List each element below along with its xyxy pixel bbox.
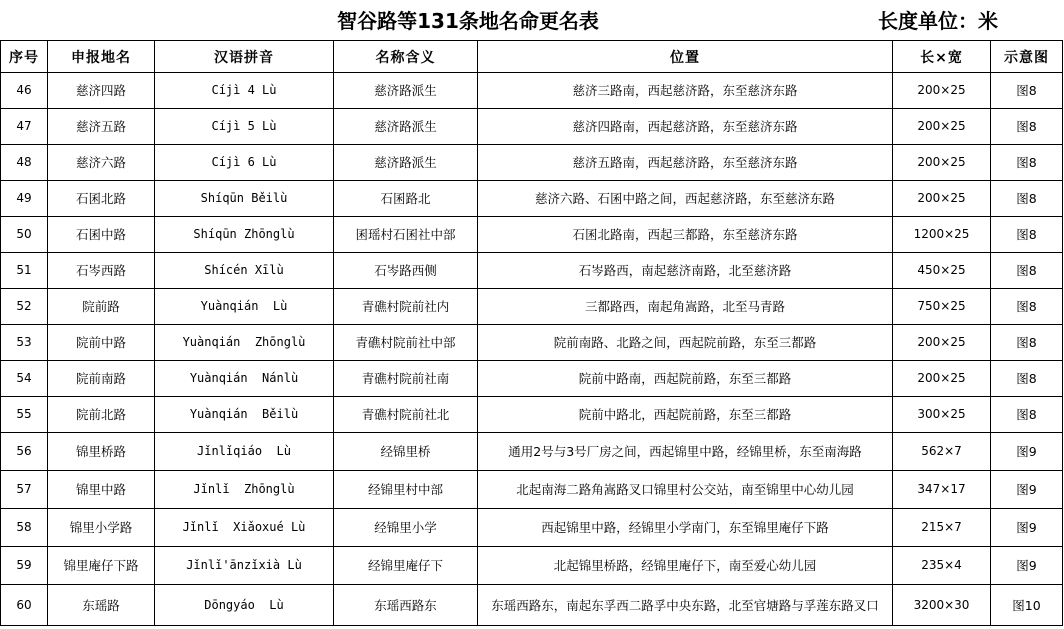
cell-size: 562×7	[893, 433, 991, 471]
cell-location: 东瑶西路东，南起东孚西二路孚中央东路，北至官塘路与孚莲东路叉口	[478, 585, 893, 626]
header-pinyin: 汉语拼音	[155, 41, 334, 73]
cell-meaning: 石囷路北	[334, 181, 478, 217]
cell-location: 通用2号与3号厂房之间，西起锦里中路，经锦里桥，东至南海路	[478, 433, 893, 471]
cell-size: 200×25	[893, 109, 991, 145]
table-row	[1, 471, 1063, 509]
table-row	[1, 289, 1063, 325]
cell-meaning: 青礁村院前社内	[334, 289, 478, 325]
unit-label: 长度单位：米	[878, 9, 998, 33]
cell-no: 47	[1, 109, 48, 145]
cell-location: 慈济四路南，西起慈济路，东至慈济东路	[478, 109, 893, 145]
cell-no: 49	[1, 181, 48, 217]
cell-meaning: 慈济路派生	[334, 109, 478, 145]
cell-meaning: 慈济路派生	[334, 145, 478, 181]
cell-map: 图8	[991, 145, 1063, 181]
header-meaning: 名称含义	[334, 41, 478, 73]
cell-location: 石岑路西，南起慈济南路，北至慈济路	[478, 253, 893, 289]
cell-location: 石囷北路南，西起三都路，东至慈济东路	[478, 217, 893, 253]
cell-meaning: 经锦里小学	[334, 509, 478, 547]
cell-map: 图8	[991, 253, 1063, 289]
cell-meaning: 石岑路西侧	[334, 253, 478, 289]
table-row	[1, 181, 1063, 217]
cell-size: 3200×30	[893, 585, 991, 626]
cell-name: 石岑西路	[48, 253, 155, 289]
cell-pinyin: Shícén Xīlù	[155, 253, 334, 289]
table-row	[1, 253, 1063, 289]
cell-size: 235×4	[893, 547, 991, 585]
cell-no: 46	[1, 73, 48, 109]
cell-size: 347×17	[893, 471, 991, 509]
cell-pinyin: Shíqūn Zhōnglù	[155, 217, 334, 253]
cell-location: 西起锦里中路，经锦里小学南门，东至锦里庵仔下路	[478, 509, 893, 547]
header-location: 位置	[478, 41, 893, 73]
header-size: 长×宽	[893, 41, 991, 73]
cell-no: 52	[1, 289, 48, 325]
cell-pinyin: Yuànqián Zhōnglù	[155, 325, 334, 361]
cell-name: 院前路	[48, 289, 155, 325]
cell-size: 200×25	[893, 361, 991, 397]
cell-location: 慈济三路南，西起慈济路，东至慈济东路	[478, 73, 893, 109]
cell-map: 图8	[991, 397, 1063, 433]
cell-location: 北起锦里桥路，经锦里庵仔下，南至爱心幼儿园	[478, 547, 893, 585]
cell-map: 图8	[991, 325, 1063, 361]
cell-no: 58	[1, 509, 48, 547]
cell-location: 慈济六路、石囷中路之间，西起慈济路，东至慈济东路	[478, 181, 893, 217]
cell-no: 60	[1, 585, 48, 626]
cell-pinyin: Jǐnlǐqiáo Lù	[155, 433, 334, 471]
cell-location: 院前中路北，西起院前路，东至三都路	[478, 397, 893, 433]
cell-location: 院前南路、北路之间，西起院前路，东至三都路	[478, 325, 893, 361]
cell-name: 东瑶路	[48, 585, 155, 626]
cell-map: 图9	[991, 471, 1063, 509]
title-bar	[0, 0, 1064, 40]
cell-size: 450×25	[893, 253, 991, 289]
cell-map: 图10	[991, 585, 1063, 626]
cell-name: 慈济六路	[48, 145, 155, 181]
renaming-table	[0, 40, 1063, 626]
table-row	[1, 433, 1063, 471]
cell-map: 图8	[991, 181, 1063, 217]
cell-pinyin: Yuànqián Nánlù	[155, 361, 334, 397]
table-row	[1, 73, 1063, 109]
cell-size: 200×25	[893, 145, 991, 181]
cell-meaning: 东瑶西路东	[334, 585, 478, 626]
cell-location: 慈济五路南，西起慈济路，东至慈济东路	[478, 145, 893, 181]
cell-pinyin: Jǐnlǐ'ānzǐxià Lù	[155, 547, 334, 585]
cell-name: 锦里中路	[48, 471, 155, 509]
table-row	[1, 361, 1063, 397]
table-row	[1, 217, 1063, 253]
cell-meaning: 囷瑶村石囷社中部	[334, 217, 478, 253]
cell-location: 院前中路南，西起院前路，东至三都路	[478, 361, 893, 397]
cell-meaning: 经锦里庵仔下	[334, 547, 478, 585]
cell-pinyin: Cíjì 5 Lù	[155, 109, 334, 145]
cell-meaning: 青礁村院前社北	[334, 397, 478, 433]
table-row	[1, 145, 1063, 181]
cell-name: 锦里庵仔下路	[48, 547, 155, 585]
header-no: 序号	[1, 41, 48, 73]
cell-size: 200×25	[893, 325, 991, 361]
cell-pinyin: Cíjì 6 Lù	[155, 145, 334, 181]
cell-no: 53	[1, 325, 48, 361]
table-row	[1, 109, 1063, 145]
cell-size: 750×25	[893, 289, 991, 325]
cell-meaning: 青礁村院前社南	[334, 361, 478, 397]
cell-name: 锦里小学路	[48, 509, 155, 547]
table-row	[1, 547, 1063, 585]
cell-size: 215×7	[893, 509, 991, 547]
cell-no: 59	[1, 547, 48, 585]
cell-meaning: 经锦里桥	[334, 433, 478, 471]
cell-pinyin: Yuànqián Lù	[155, 289, 334, 325]
cell-map: 图8	[991, 109, 1063, 145]
cell-name: 石囷北路	[48, 181, 155, 217]
header-name: 申报地名	[48, 41, 155, 73]
cell-size: 1200×25	[893, 217, 991, 253]
cell-no: 57	[1, 471, 48, 509]
cell-pinyin: Yuànqián Běilù	[155, 397, 334, 433]
cell-pinyin: Jǐnlǐ Xiǎoxué Lù	[155, 509, 334, 547]
cell-map: 图8	[991, 361, 1063, 397]
cell-map: 图9	[991, 509, 1063, 547]
cell-no: 51	[1, 253, 48, 289]
table-body	[1, 73, 1063, 626]
cell-no: 50	[1, 217, 48, 253]
cell-no: 56	[1, 433, 48, 471]
cell-map: 图8	[991, 217, 1063, 253]
cell-map: 图8	[991, 73, 1063, 109]
cell-name: 慈济五路	[48, 109, 155, 145]
cell-name: 院前南路	[48, 361, 155, 397]
cell-pinyin: Cíjì 4 Lù	[155, 73, 334, 109]
cell-map: 图9	[991, 433, 1063, 471]
header-map: 示意图	[991, 41, 1063, 73]
cell-map: 图9	[991, 547, 1063, 585]
cell-map: 图8	[991, 289, 1063, 325]
cell-size: 300×25	[893, 397, 991, 433]
cell-no: 55	[1, 397, 48, 433]
cell-location: 北起南海二路角嵩路叉口锦里村公交站，南至锦里中心幼儿园	[478, 471, 893, 509]
cell-pinyin: Jǐnlǐ Zhōnglù	[155, 471, 334, 509]
cell-name: 锦里桥路	[48, 433, 155, 471]
table-row	[1, 325, 1063, 361]
cell-no: 54	[1, 361, 48, 397]
cell-name: 院前北路	[48, 397, 155, 433]
cell-pinyin: Shíqūn Běilù	[155, 181, 334, 217]
cell-size: 200×25	[893, 73, 991, 109]
cell-name: 石囷中路	[48, 217, 155, 253]
cell-name: 院前中路	[48, 325, 155, 361]
cell-size: 200×25	[893, 181, 991, 217]
cell-meaning: 经锦里村中部	[334, 471, 478, 509]
cell-meaning: 慈济路派生	[334, 73, 478, 109]
cell-no: 48	[1, 145, 48, 181]
document-title: 智谷路等131条地名命更名表	[337, 9, 599, 33]
cell-meaning: 青礁村院前社中部	[334, 325, 478, 361]
cell-location: 三都路西，南起角嵩路，北至马青路	[478, 289, 893, 325]
cell-pinyin: Dōngyáo Lù	[155, 585, 334, 626]
table-row	[1, 397, 1063, 433]
header-row	[1, 41, 1063, 73]
table-row	[1, 585, 1063, 626]
cell-name: 慈济四路	[48, 73, 155, 109]
table-row	[1, 509, 1063, 547]
